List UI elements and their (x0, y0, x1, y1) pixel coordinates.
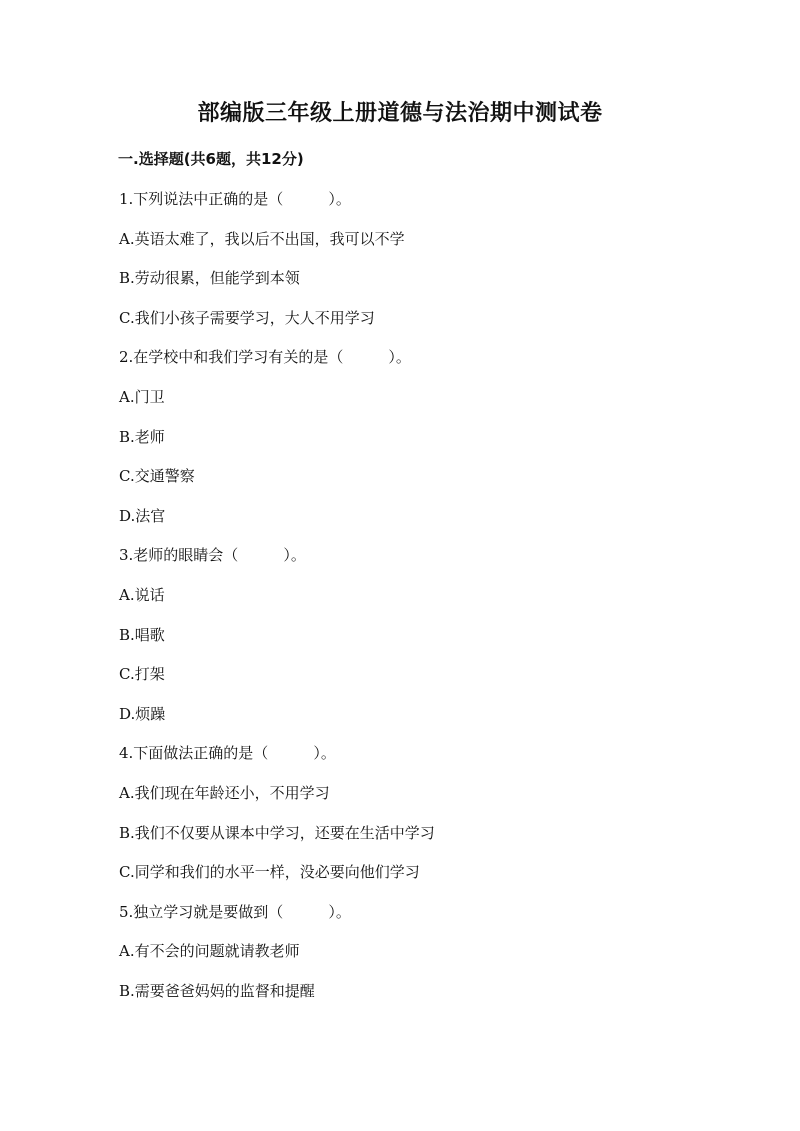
question-stem: 1.下列说法中正确的是（ ）。 (119, 190, 351, 208)
answer-option: A.门卫 (119, 388, 165, 406)
answer-option: D.法官 (119, 507, 166, 525)
question-stem: 4.下面做法正确的是（ ）。 (119, 744, 336, 762)
answer-option: A.我们现在年龄还小，不用学习 (119, 784, 330, 802)
answer-option: B.老师 (119, 428, 165, 446)
answer-option: C.打架 (119, 665, 165, 683)
question-stem: 3.老师的眼睛会（ ）。 (119, 546, 306, 564)
page-title: 部编版三年级上册道德与法治期中测试卷 (197, 100, 603, 126)
answer-option: B.劳动很累，但能学到本领 (119, 269, 300, 287)
answer-option: B.需要爸爸妈妈的监督和提醒 (119, 982, 315, 1000)
answer-option: A.英语太难了，我以后不出国，我可以不学 (119, 230, 405, 248)
answer-option: C.我们小孩子需要学习，大人不用学习 (119, 309, 375, 327)
section-header: 一.选择题(共6题，共12分) (118, 150, 304, 168)
answer-option: C.同学和我们的水平一样，没必要向他们学习 (119, 863, 420, 881)
answer-option: A.有不会的问题就请教老师 (119, 942, 300, 960)
answer-option: A.说话 (119, 586, 165, 604)
question-stem: 5.独立学习就是要做到（ ）。 (119, 903, 351, 921)
answer-option: C.交通警察 (119, 467, 195, 485)
answer-option: B.唱歌 (119, 626, 165, 644)
question-stem: 2.在学校中和我们学习有关的是（ ）。 (119, 348, 411, 366)
answer-option: D.烦躁 (119, 705, 166, 723)
answer-option: B.我们不仅要从课本中学习，还要在生活中学习 (119, 824, 435, 842)
